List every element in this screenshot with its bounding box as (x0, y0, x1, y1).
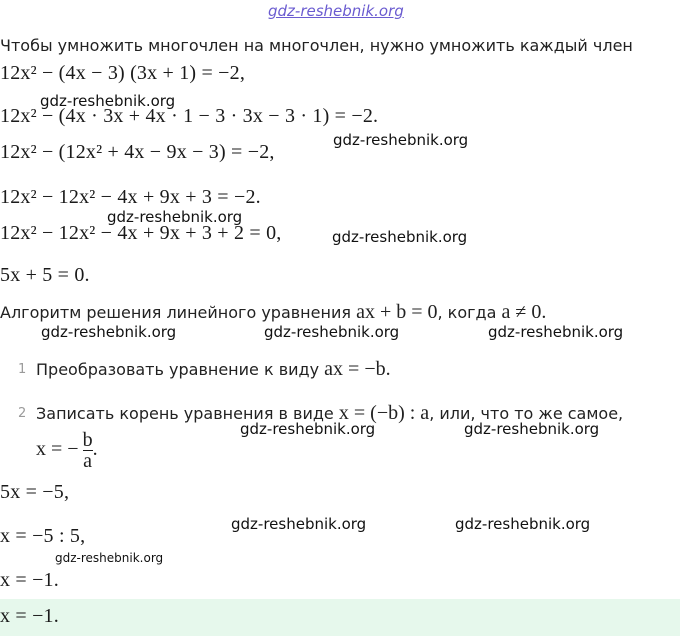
fraction-numerator: b (82, 429, 93, 451)
fraction (83, 430, 93, 471)
equation-1: 12x² − (4x − 3) (3x + 1) = −2, (0, 62, 246, 84)
step-2-number: 2 (18, 406, 27, 421)
step-2-equation: x = (−b) : a (338, 402, 430, 424)
equation-7: 5x = −5, (0, 481, 70, 503)
watermark-top[interactable]: gdz-reshebnik.org (268, 2, 404, 20)
equation-6: 5x + 5 = 0. (0, 264, 90, 286)
step-2-dot: . (92, 438, 98, 460)
step-1-text: Преобразовать уравнение к виду (36, 360, 320, 379)
equation-9: x = −1. (0, 569, 59, 591)
equation-2: 12x² − (4x · 3x + 4x · 1 − 3 · 3x − 3 · 1) = −2. (0, 105, 379, 127)
algorithm-equation: ax + b = 0 (356, 301, 438, 323)
watermark: gdz-reshebnik.org (231, 515, 367, 533)
equation-5: 12x² − 12x² − 4x + 9x + 3 + 2 = 0, (0, 222, 282, 244)
answer-box (0, 599, 680, 636)
watermark: gdz-reshebnik.org (455, 515, 591, 533)
watermark: gdz-reshebnik.org (464, 420, 600, 438)
step-1-equation: ax = −b. (324, 358, 391, 380)
equation-3: 12x² − (12x² + 4x − 9x − 3) = −2, (0, 141, 275, 163)
watermark: gdz-reshebnik.org (41, 323, 177, 341)
algorithm-when: , когда (437, 303, 497, 322)
watermark: gdz-reshebnik.org (55, 551, 164, 565)
watermark: gdz-reshebnik.org (107, 208, 243, 226)
step-2-rest: , или, что то же самое, (429, 404, 624, 423)
intro-text: Чтобы умножить многочлен на многочлен, нужно умножить каждый член (0, 36, 633, 55)
watermark: gdz-reshebnik.org (264, 323, 400, 341)
watermark: gdz-reshebnik.org (40, 92, 176, 110)
equation-8: x = −5 : 5, (0, 525, 86, 547)
watermark: gdz-reshebnik.org (333, 131, 469, 149)
step-1 (36, 358, 391, 381)
answer-equation: x = −1. (0, 605, 59, 627)
step-2-x: x = − (36, 438, 79, 460)
algorithm-condition: a ≠ 0. (501, 301, 547, 323)
watermark: gdz-reshebnik.org (488, 323, 624, 341)
watermark: gdz-reshebnik.org (332, 228, 468, 246)
step-1-number: 1 (18, 362, 27, 377)
watermark: gdz-reshebnik.org (240, 420, 376, 438)
step-2-text: Записать корень уравнения в виде (36, 404, 334, 423)
algorithm-text: Алгоритм решения линейного уравнения (0, 303, 351, 322)
equation-4: 12x² − 12x² − 4x + 9x + 3 = −2. (0, 186, 261, 208)
step-2-fraction-line (36, 430, 98, 471)
fraction-denominator: a (83, 450, 92, 472)
algorithm-line (0, 301, 546, 324)
